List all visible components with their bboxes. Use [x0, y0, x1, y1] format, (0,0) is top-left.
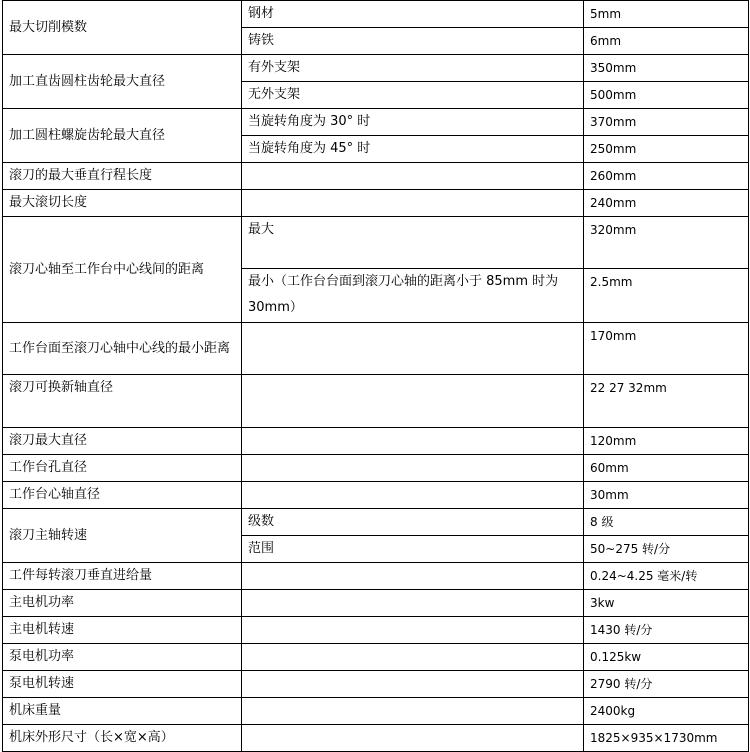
param-cell: 滚刀心轴至工作台中心线间的距离 — [3, 217, 242, 323]
sub-cell: 当旋转角度为 45° 时 — [242, 136, 584, 163]
sub-cell: 级数 — [242, 509, 584, 536]
table-row — [3, 509, 749, 536]
value-cell: 320mm — [584, 217, 749, 269]
sub-cell — [242, 428, 584, 455]
param-cell: 最大滚切长度 — [3, 190, 242, 217]
param-cell: 主电机转速 — [3, 617, 242, 644]
table-row — [3, 590, 749, 617]
value-cell: 370mm — [584, 109, 749, 136]
value-cell: 1430 转/分 — [584, 617, 749, 644]
value-cell: 2400kg — [584, 698, 749, 725]
param-cell: 加工圆柱螺旋齿轮最大直径 — [3, 109, 242, 163]
param-cell: 滚刀的最大垂直行程长度 — [3, 163, 242, 190]
sub-cell — [242, 725, 584, 752]
param-cell: 工作台孔直径 — [3, 455, 242, 482]
table-row — [3, 109, 749, 136]
value-cell: 260mm — [584, 163, 749, 190]
sub-cell: 最小（工作台台面到滚刀心轴的距离小于 85mm 时为 30mm） — [242, 269, 584, 323]
table-row — [3, 563, 749, 590]
sub-cell — [242, 455, 584, 482]
value-cell: 0.24~4.25 毫米/转 — [584, 563, 749, 590]
table-row — [3, 217, 749, 269]
param-cell: 最大切削模数 — [3, 1, 242, 55]
table-row — [3, 455, 749, 482]
param-cell: 工作台心轴直径 — [3, 482, 242, 509]
param-cell: 工件每转滚刀垂直进给量 — [3, 563, 242, 590]
sub-cell — [242, 323, 584, 375]
spec-table — [2, 0, 749, 752]
value-cell: 350mm — [584, 55, 749, 82]
sub-cell: 最大 — [242, 217, 584, 269]
value-cell: 1825×935×1730mm — [584, 725, 749, 752]
value-cell: 240mm — [584, 190, 749, 217]
table-row — [3, 671, 749, 698]
sub-cell — [242, 698, 584, 725]
sub-cell: 范围 — [242, 536, 584, 563]
value-cell: 3kw — [584, 590, 749, 617]
sub-cell — [242, 617, 584, 644]
value-cell: 50~275 转/分 — [584, 536, 749, 563]
table-row — [3, 163, 749, 190]
table-row — [3, 482, 749, 509]
sub-cell — [242, 590, 584, 617]
value-cell: 30mm — [584, 482, 749, 509]
value-cell: 2790 转/分 — [584, 671, 749, 698]
value-cell: 2.5mm — [584, 269, 749, 323]
sub-cell — [242, 375, 584, 428]
table-row — [3, 375, 749, 428]
value-cell: 0.125kw — [584, 644, 749, 671]
param-cell: 滚刀主轴转速 — [3, 509, 242, 563]
table-row — [3, 428, 749, 455]
table-row — [3, 323, 749, 375]
sub-cell — [242, 482, 584, 509]
value-cell: 8 级 — [584, 509, 749, 536]
sub-cell: 无外支架 — [242, 82, 584, 109]
value-cell: 5mm — [584, 1, 749, 28]
value-cell: 60mm — [584, 455, 749, 482]
param-cell: 机床重量 — [3, 698, 242, 725]
sub-cell: 铸铁 — [242, 28, 584, 55]
table-row — [3, 190, 749, 217]
param-cell: 泵电机功率 — [3, 644, 242, 671]
param-cell: 滚刀可换新轴直径 — [3, 375, 242, 428]
value-cell: 500mm — [584, 82, 749, 109]
sub-cell: 钢材 — [242, 1, 584, 28]
sub-cell: 有外支架 — [242, 55, 584, 82]
sub-cell — [242, 163, 584, 190]
param-cell: 加工直齿圆柱齿轮最大直径 — [3, 55, 242, 109]
param-cell: 滚刀最大直径 — [3, 428, 242, 455]
sub-cell — [242, 671, 584, 698]
param-cell: 泵电机转速 — [3, 671, 242, 698]
sub-cell: 当旋转角度为 30° 时 — [242, 109, 584, 136]
table-row — [3, 644, 749, 671]
table-row — [3, 617, 749, 644]
param-cell: 工作台面至滚刀心轴中心线的最小距离 — [3, 323, 242, 375]
table-row — [3, 725, 749, 752]
value-cell: 170mm — [584, 323, 749, 375]
param-cell: 机床外形尺寸（长×宽×高） — [3, 725, 242, 752]
table-row — [3, 55, 749, 82]
param-cell: 主电机功率 — [3, 590, 242, 617]
table-row — [3, 1, 749, 28]
sub-cell — [242, 190, 584, 217]
value-cell: 6mm — [584, 28, 749, 55]
sub-cell — [242, 563, 584, 590]
value-cell: 120mm — [584, 428, 749, 455]
value-cell: 22 27 32mm — [584, 375, 749, 428]
value-cell: 250mm — [584, 136, 749, 163]
sub-cell — [242, 644, 584, 671]
table-row — [3, 698, 749, 725]
